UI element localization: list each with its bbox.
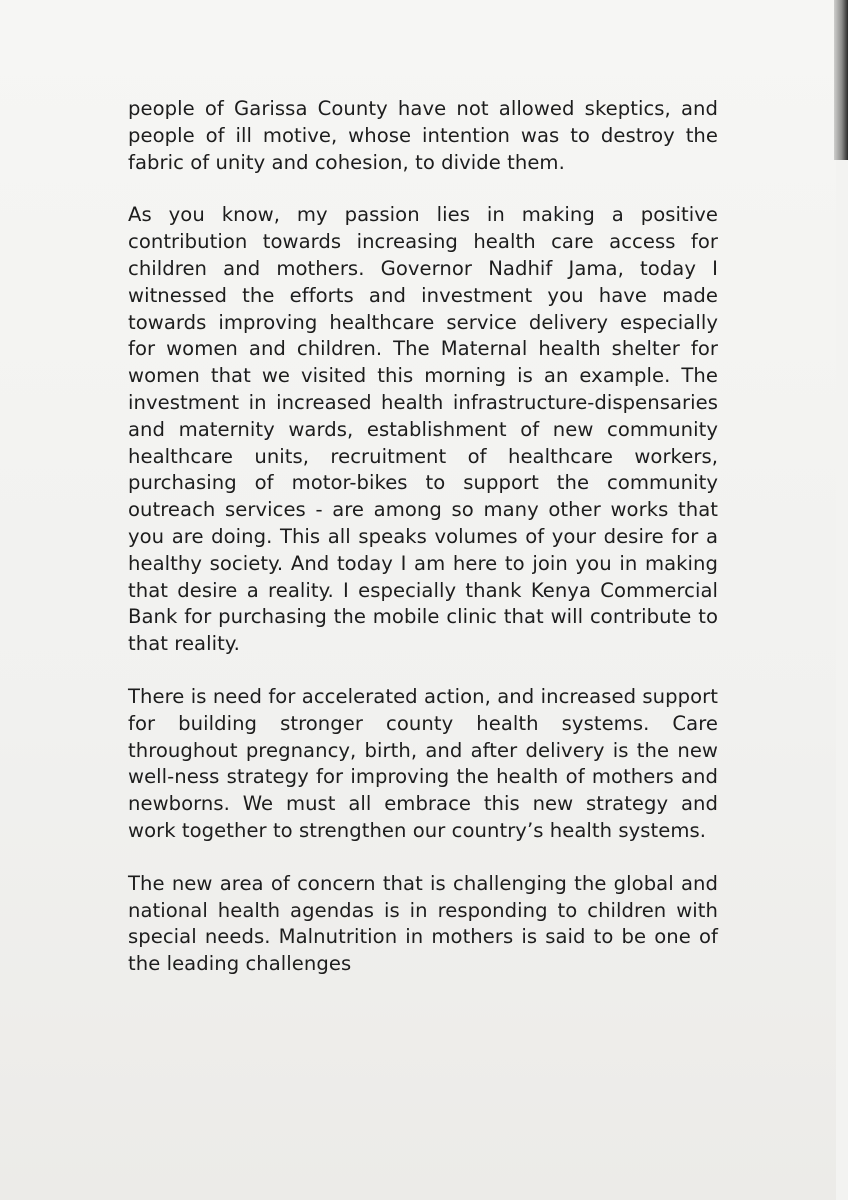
paragraph-special-needs: The new area of concern that is challenging the global and national health agendas is in responding to children with special needs. Malnutrition in mothers is said to be one of the leading challenges [128, 871, 718, 976]
page-edge-shadow [834, 0, 848, 160]
paragraph-unity: people of Garissa County have not allowed skeptics, and people of ill motive, whose intention was to destroy the fabric of unity and cohesion, to divide them. [128, 97, 718, 174]
paragraph-accelerated-action: There is need for accelerated action, and increased support for building stronger county health systems. Care throughout pregnancy, birth, and after delivery is the new well-ness strategy for improving the health of mothers and newborns. We must all embrace this new strategy and work together to strengthen our country’s health systems. [128, 684, 718, 842]
body-text [128, 96, 718, 1004]
paragraph-health-care-access: As you know, my passion lies in making a positive contribution towards increasing health care access for children and mothers. Governor Nadhif Jama, today I witnessed the efforts and investment you have made towards improving healthcare service delivery especially for women and children. The Maternal health shelter for women that we visited this morning is an example. The investment in increased health infrastructure-dispensaries and maternity wards, establishment of new community healthcare units, recruitment of healthcare workers, purchasing of motor-bikes to support the community outreach services - are among so many other works that you are doing. This all speaks volumes of your desire for a healthy society. And today I am here to join you in making that desire a reality. I especially thank Kenya Commercial Bank for purchasing the mobile clinic that will contribute to that reality. [128, 203, 718, 656]
